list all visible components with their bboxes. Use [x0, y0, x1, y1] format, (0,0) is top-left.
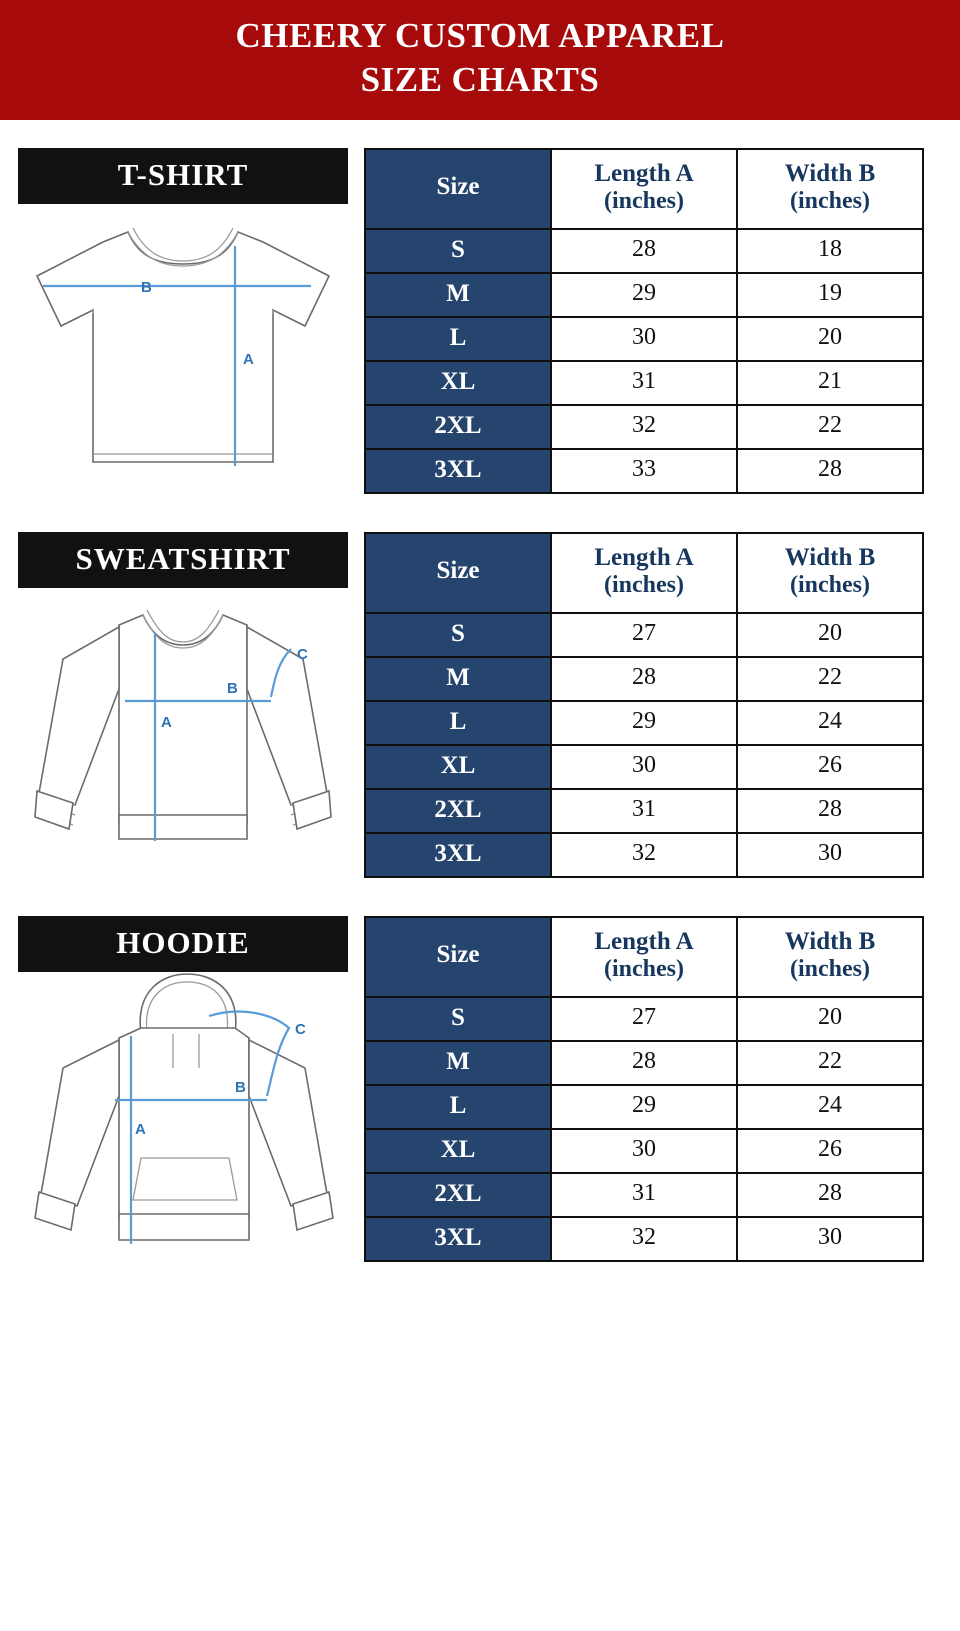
table-row	[365, 1173, 923, 1217]
cell-length: 29	[551, 1085, 737, 1129]
header-length-unit: (inches)	[604, 956, 684, 983]
header-width-unit: (inches)	[790, 956, 870, 983]
header-width-unit: (inches)	[790, 188, 870, 215]
section-tshirt	[0, 148, 960, 504]
header-width-unit: (inches)	[790, 572, 870, 599]
page-header	[0, 0, 960, 120]
header-width-text: Width B	[784, 543, 876, 571]
cell-length: 31	[551, 789, 737, 833]
cell-width: 21	[737, 361, 923, 405]
cell-length: 32	[551, 833, 737, 877]
table-row	[365, 1085, 923, 1129]
cell-size: 2XL	[365, 405, 551, 449]
cell-length: 32	[551, 405, 737, 449]
table-row	[365, 1129, 923, 1173]
size-table-hoodie	[364, 916, 924, 1262]
table-row	[365, 449, 923, 493]
table-header-row	[365, 533, 923, 613]
cell-width: 22	[737, 657, 923, 701]
cell-size: XL	[365, 1129, 551, 1173]
cell-width: 24	[737, 701, 923, 745]
cell-length: 33	[551, 449, 737, 493]
table-row	[365, 613, 923, 657]
cell-size: S	[365, 229, 551, 273]
hoodie-figure	[18, 972, 348, 1272]
hoodie-diagram-icon	[23, 972, 343, 1272]
cell-width: 20	[737, 997, 923, 1041]
cell-size: S	[365, 613, 551, 657]
size-table-tshirt-body	[365, 229, 923, 493]
header-width-text: Width B	[784, 159, 876, 187]
hoodie-label-c: C	[295, 1020, 306, 1038]
table-row	[365, 273, 923, 317]
page-title-line-2: SIZE CHARTS	[360, 59, 600, 99]
cell-length: 30	[551, 317, 737, 361]
table-row	[365, 701, 923, 745]
header-width-text: Width B	[784, 927, 876, 955]
cell-width: 18	[737, 229, 923, 273]
header-width	[737, 149, 923, 229]
cell-length: 28	[551, 1041, 737, 1085]
table-row	[365, 1217, 923, 1261]
category-label-tshirt: T-SHIRT	[18, 148, 348, 204]
table-row	[365, 657, 923, 701]
tshirt-right-column	[348, 148, 924, 494]
table-row	[365, 745, 923, 789]
cell-width: 26	[737, 745, 923, 789]
cell-width: 19	[737, 273, 923, 317]
header-length-unit: (inches)	[604, 572, 684, 599]
size-table-sweatshirt-head	[365, 533, 923, 613]
size-table-sweatshirt-body	[365, 613, 923, 877]
cell-length: 31	[551, 1173, 737, 1217]
cell-width: 24	[737, 1085, 923, 1129]
cell-size: XL	[365, 745, 551, 789]
cell-size: 3XL	[365, 833, 551, 877]
sweatshirt-right-column	[348, 532, 924, 878]
sweatshirt-figure	[18, 588, 348, 888]
header-size: Size	[365, 533, 551, 613]
size-table-hoodie-head	[365, 917, 923, 997]
cell-length: 31	[551, 361, 737, 405]
header-length	[551, 533, 737, 613]
cell-length: 32	[551, 1217, 737, 1261]
size-table-sweatshirt	[364, 532, 924, 878]
cell-length: 28	[551, 229, 737, 273]
cell-length: 27	[551, 997, 737, 1041]
table-row	[365, 789, 923, 833]
table-row	[365, 1041, 923, 1085]
tshirt-label-b: B	[141, 278, 152, 296]
sweatshirt-diagram-icon	[23, 593, 343, 883]
header-length-text: Length A	[594, 159, 694, 187]
cell-width: 28	[737, 789, 923, 833]
tshirt-label-a: A	[243, 350, 254, 368]
cell-size: M	[365, 657, 551, 701]
cell-size: 2XL	[365, 1173, 551, 1217]
cell-length: 29	[551, 701, 737, 745]
cell-width: 22	[737, 1041, 923, 1085]
hoodie-left-column	[18, 916, 348, 1272]
cell-size: 3XL	[365, 1217, 551, 1261]
section-sweatshirt	[0, 532, 960, 888]
table-header-row	[365, 917, 923, 997]
cell-size: XL	[365, 361, 551, 405]
size-table-tshirt	[364, 148, 924, 494]
cell-length: 27	[551, 613, 737, 657]
cell-length: 29	[551, 273, 737, 317]
cell-width: 26	[737, 1129, 923, 1173]
hoodie-label-a: A	[135, 1120, 146, 1138]
cell-width: 30	[737, 1217, 923, 1261]
sweatshirt-label-b: B	[227, 679, 238, 697]
cell-width: 28	[737, 1173, 923, 1217]
header-length	[551, 149, 737, 229]
header-length-unit: (inches)	[604, 188, 684, 215]
cell-size: 2XL	[365, 789, 551, 833]
table-row	[365, 833, 923, 877]
sweatshirt-label-a: A	[161, 713, 172, 731]
size-table-hoodie-body	[365, 997, 923, 1261]
table-row	[365, 997, 923, 1041]
cell-width: 20	[737, 613, 923, 657]
cell-width: 28	[737, 449, 923, 493]
header-length	[551, 917, 737, 997]
cell-width: 30	[737, 833, 923, 877]
header-size: Size	[365, 149, 551, 229]
table-row	[365, 405, 923, 449]
tshirt-left-column	[18, 148, 348, 504]
category-label-hoodie: HOODIE	[18, 916, 348, 972]
table-row	[365, 229, 923, 273]
cell-size: L	[365, 701, 551, 745]
cell-width: 22	[737, 405, 923, 449]
header-width	[737, 533, 923, 613]
cell-length: 30	[551, 1129, 737, 1173]
header-length-text: Length A	[594, 543, 694, 571]
sweatshirt-label-c: C	[297, 645, 308, 663]
cell-size: S	[365, 997, 551, 1041]
cell-length: 28	[551, 657, 737, 701]
cell-length: 30	[551, 745, 737, 789]
tshirt-figure	[18, 204, 348, 504]
cell-size: M	[365, 273, 551, 317]
header-length-text: Length A	[594, 927, 694, 955]
cell-size: L	[365, 1085, 551, 1129]
section-hoodie	[0, 916, 960, 1272]
hoodie-label-b: B	[235, 1078, 246, 1096]
cell-size: L	[365, 317, 551, 361]
hoodie-right-column	[348, 916, 924, 1262]
header-width	[737, 917, 923, 997]
size-table-tshirt-head	[365, 149, 923, 229]
header-size: Size	[365, 917, 551, 997]
cell-size: 3XL	[365, 449, 551, 493]
sweatshirt-left-column	[18, 532, 348, 888]
cell-width: 20	[737, 317, 923, 361]
category-label-sweatshirt: SWEATSHIRT	[18, 532, 348, 588]
table-header-row	[365, 149, 923, 229]
tshirt-diagram-icon	[23, 214, 343, 494]
cell-size: M	[365, 1041, 551, 1085]
table-row	[365, 317, 923, 361]
page-title-line-1: CHEERY CUSTOM APPAREL	[235, 16, 725, 55]
table-row	[365, 361, 923, 405]
